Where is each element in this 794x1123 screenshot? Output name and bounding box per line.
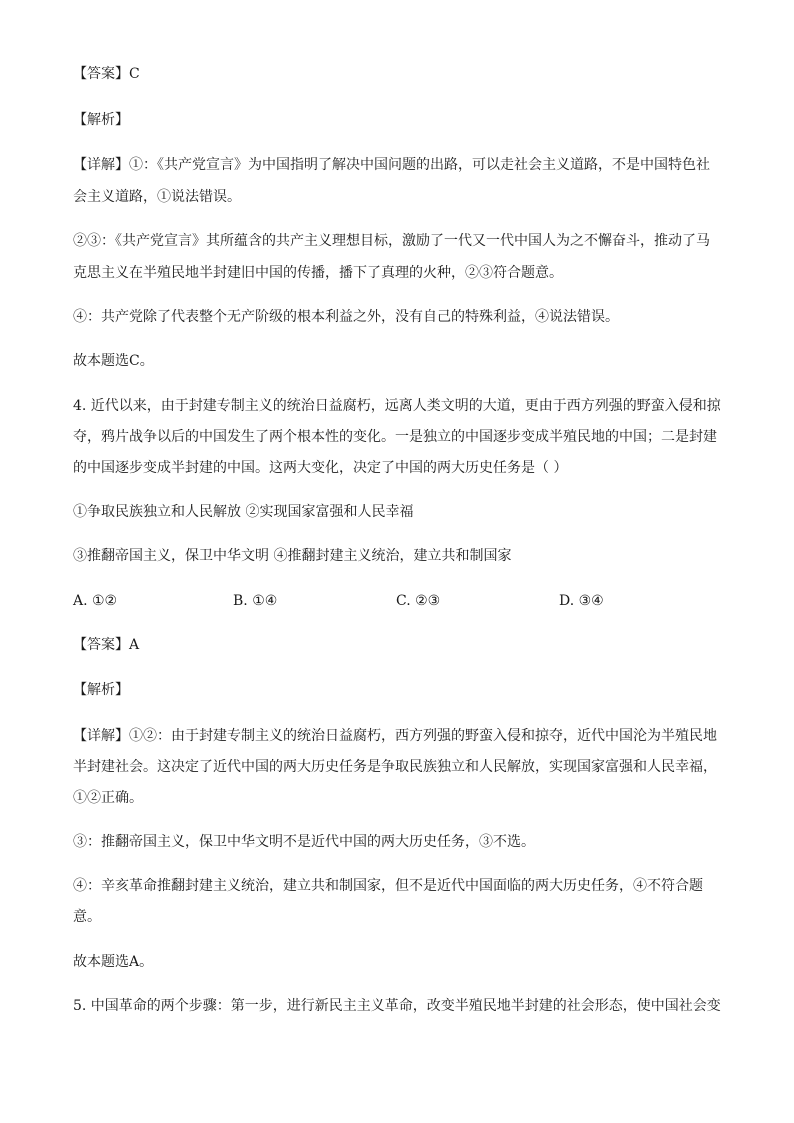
detail-line: ④：辛亥革命推翻封建主义统治，建立共和制国家，但不是近代中国面临的两大历史任务，④不符合题	[73, 878, 703, 894]
detail-line: 克思主义在半殖民地半封建旧中国的传播，播下了真理的火种，②③符合题意。	[73, 265, 563, 281]
detail-line: ③：推翻帝国主义，保卫中华文明不是近代中国的两大历史任务，③不选。	[73, 834, 535, 850]
analysis-heading: 【解析】	[73, 682, 129, 698]
detail-line: 意。	[73, 909, 101, 925]
analysis-heading: 【解析】	[73, 112, 129, 128]
answer-line: 【答案】C	[73, 66, 140, 82]
answer-line: 【答案】A	[73, 637, 140, 653]
statement-line: ①争取民族独立和人民解放 ②实现国家富强和人民幸福	[73, 504, 414, 520]
detail-line: 半封建社会。这决定了近代中国的两大历史任务是争取民族独立和人民解放，实现国家富强和人民幸福，	[73, 759, 717, 775]
question-4-stem: 的中国逐步变成半封建的中国。这两大变化，决定了中国的两大历史任务是（ ）	[73, 460, 568, 476]
option-c: C. ②③	[396, 593, 441, 609]
option-a: A. ①②	[73, 593, 118, 609]
detail-line: ①②正确。	[73, 790, 143, 806]
detail-line: 【详解】①②：由于封建专制主义的统治日益腐朽，西方列强的野蛮入侵和掠夺，近代中国沦为半殖民地	[73, 728, 717, 744]
conclusion-line: 故本题选A。	[73, 954, 154, 970]
question-4-stem: 夺，鸦片战争以后的中国发生了两个根本性的变化。一是独立的中国逐步变成半殖民地的中国；二是封建	[73, 429, 717, 445]
conclusion-line: 故本题选C。	[73, 353, 154, 369]
option-d: D. ③④	[559, 593, 604, 609]
detail-line: ②③：《共产党宣言》其所蕴含的共产主义理想目标，激励了一代又一代中国人为之不懈奋斗，推动了马	[73, 233, 710, 249]
detail-line: 【详解】①：《共产党宣言》为中国指明了解决中国问题的出路，可以走社会主义道路，不是中国特色社	[73, 157, 710, 173]
option-b: B. ①④	[233, 593, 278, 609]
question-4-stem: 4. 近代以来，由于封建专制主义的统治日益腐朽，远离人类文明的大道，更由于西方列强的野蛮入侵和掠	[73, 398, 721, 414]
statement-line: ③推翻帝国主义，保卫中华文明 ④推翻封建主义统治，建立共和制国家	[73, 548, 512, 564]
question-5-stem: 5. 中国革命的两个步骤：第一步，进行新民主主义革命，改变半殖民地半封建的社会形态，使中国社会变	[73, 998, 721, 1014]
detail-line: 会主义道路，①说法错误。	[73, 189, 241, 205]
detail-line: ④：共产党除了代表整个无产阶级的根本利益之外，没有自己的特殊利益，④说法错误。	[73, 309, 619, 325]
